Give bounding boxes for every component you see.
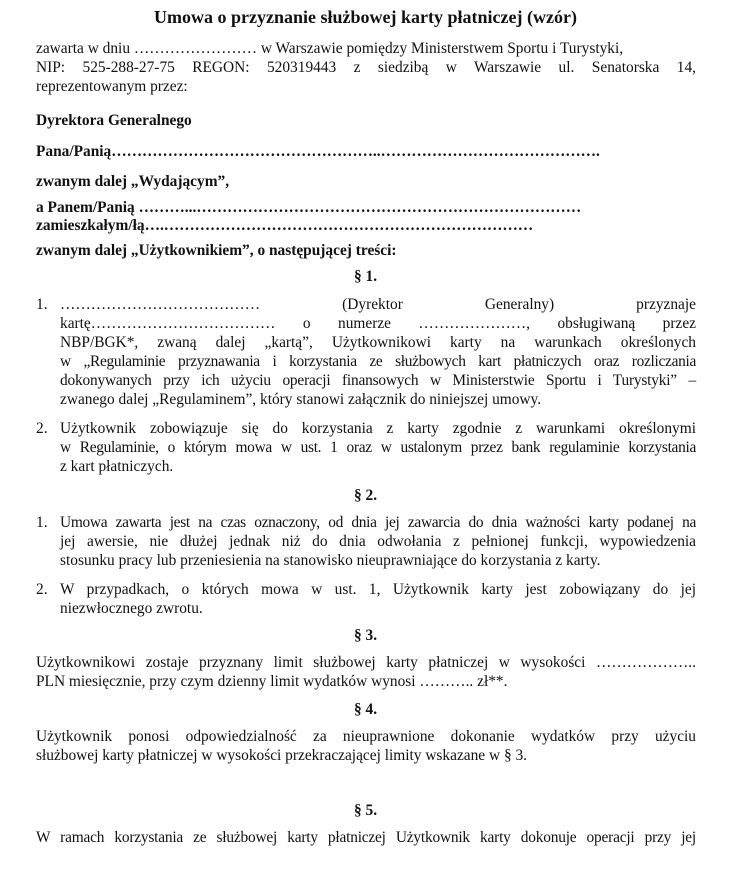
s1-p1-line-6: zwanego dalej „Regulaminem”, który stanowi załącznik do niniejszej umowy. (60, 391, 542, 408)
user-label: zwanym dalej „Użytkownikiem”, o następującej treści: (36, 242, 397, 259)
s1-p2-line-3: z kart płatniczych. (60, 458, 174, 475)
director-label: Dyrektora Generalnego (36, 112, 192, 129)
s2-p1-number: 1. (36, 514, 48, 531)
s1-p2-line-1: Użytkownik zobowiązuje się do korzystania z karty zgodnie z warunkami określonymi (60, 420, 696, 437)
intro-line-1-text: zawarta w dniu …………………… w Warszawie pomiędzy Ministerstwem Sportu i Turystyki, (36, 40, 624, 57)
s1-p1-number: 1. (36, 296, 48, 313)
s2-p2-line-1: W przypadkach, o których mowa w ust. 1, Użytkownik karty jest zobowiązany do jej (60, 581, 696, 598)
s2-p1-line-1: Umowa zawarta jest na czas oznaczony, od dnia jej zawarcia do dnia ważności karty podanej na (60, 514, 696, 531)
document-title: Umowa o przyznanie służbowej karty płatniczej (wzór) (154, 7, 577, 27)
s4-line-1: Użytkownik ponosi odpowiedzialność za nieuprawnione dokonanie wydatków przy użyciu (36, 728, 696, 745)
a-panem-line: a Panem/Panią ………...………………………………………………………………… (36, 199, 582, 216)
intro-line-1 (36, 40, 696, 58)
section-1-heading: § 1. (353, 268, 378, 285)
s2-p2-number: 2. (36, 581, 48, 598)
intro-line-3: reprezentowanym przez: (36, 78, 188, 95)
issuer-label: zwanym dalej „Wydającym”, (36, 173, 230, 190)
s2-p1-line-2: jej awersie, nie dłużej jednak niż do dnia odwołania z pełnionej funkcji, wypowiedzenia (60, 533, 696, 550)
s4-line-2: służbowej karty płatniczej w wysokości przekraczającej limity wskazane w § 3. (36, 747, 528, 764)
s1-p2-line-2: w Regulaminie, o którym mowa w ust. 1 oraz w ustalonym przez bank regulaminie korzystania (60, 439, 696, 456)
s2-p1-line-3: stosunku pracy lub przeniesienia na stanowisko nieuprawniające do korzystania z karty. (60, 552, 601, 569)
s1-p1-line-2: kartę……………………………… o numerze …………………, obsługiwaną przez (60, 315, 696, 332)
s3-line-2: PLN miesięcznie, przy czym dzienny limit wydatków wynosi ……….. zł**. (36, 673, 508, 690)
s3-line-1: Użytkownikowi zostaje przyznany limit służbowej karty płatniczej w wysokości ……………….. (36, 654, 696, 671)
s5-line-1: W ramach korzystania ze służbowej karty płatniczej Użytkownik karty dokonuje operacji przy jej (36, 829, 696, 846)
section-3-heading: § 3. (353, 627, 378, 644)
s1-p1-line-1: ………………………………… (Dyrektor Generalny) przyznaje (60, 296, 696, 313)
s1-p2-number: 2. (36, 420, 48, 437)
resident-line: zamieszkałym/łą….……………………………………………………………… (36, 217, 534, 234)
s1-p1-line-5: dokonywanych przy ich użyciu operacji finansowych w Ministerstwie Sportu i Turystyki” – (60, 372, 696, 389)
s1-p1-line-4: w „Regulaminie przyznawania i korzystania ze służbowych kart płatniczych oraz rozliczania (60, 353, 696, 370)
intro-line-2: NIP: 525-288-27-75 REGON: 520319443 z siedzibą w Warszawie ul. Senatorska 14, (36, 59, 696, 76)
pana-pania-line: Pana/Panią……………………………………………..……………………………………. (36, 143, 600, 160)
s2-p2-line-2: niezwłocznego zwrotu. (60, 600, 203, 617)
section-2-heading: § 2. (353, 487, 378, 504)
section-5-heading: § 5. (353, 802, 378, 819)
s1-p1-line-3: NBP/BGK*, zwaną dalej „kartą”, Użytkownikowi karty na warunkach określonych (60, 334, 696, 351)
section-4-heading: § 4. (353, 701, 378, 718)
